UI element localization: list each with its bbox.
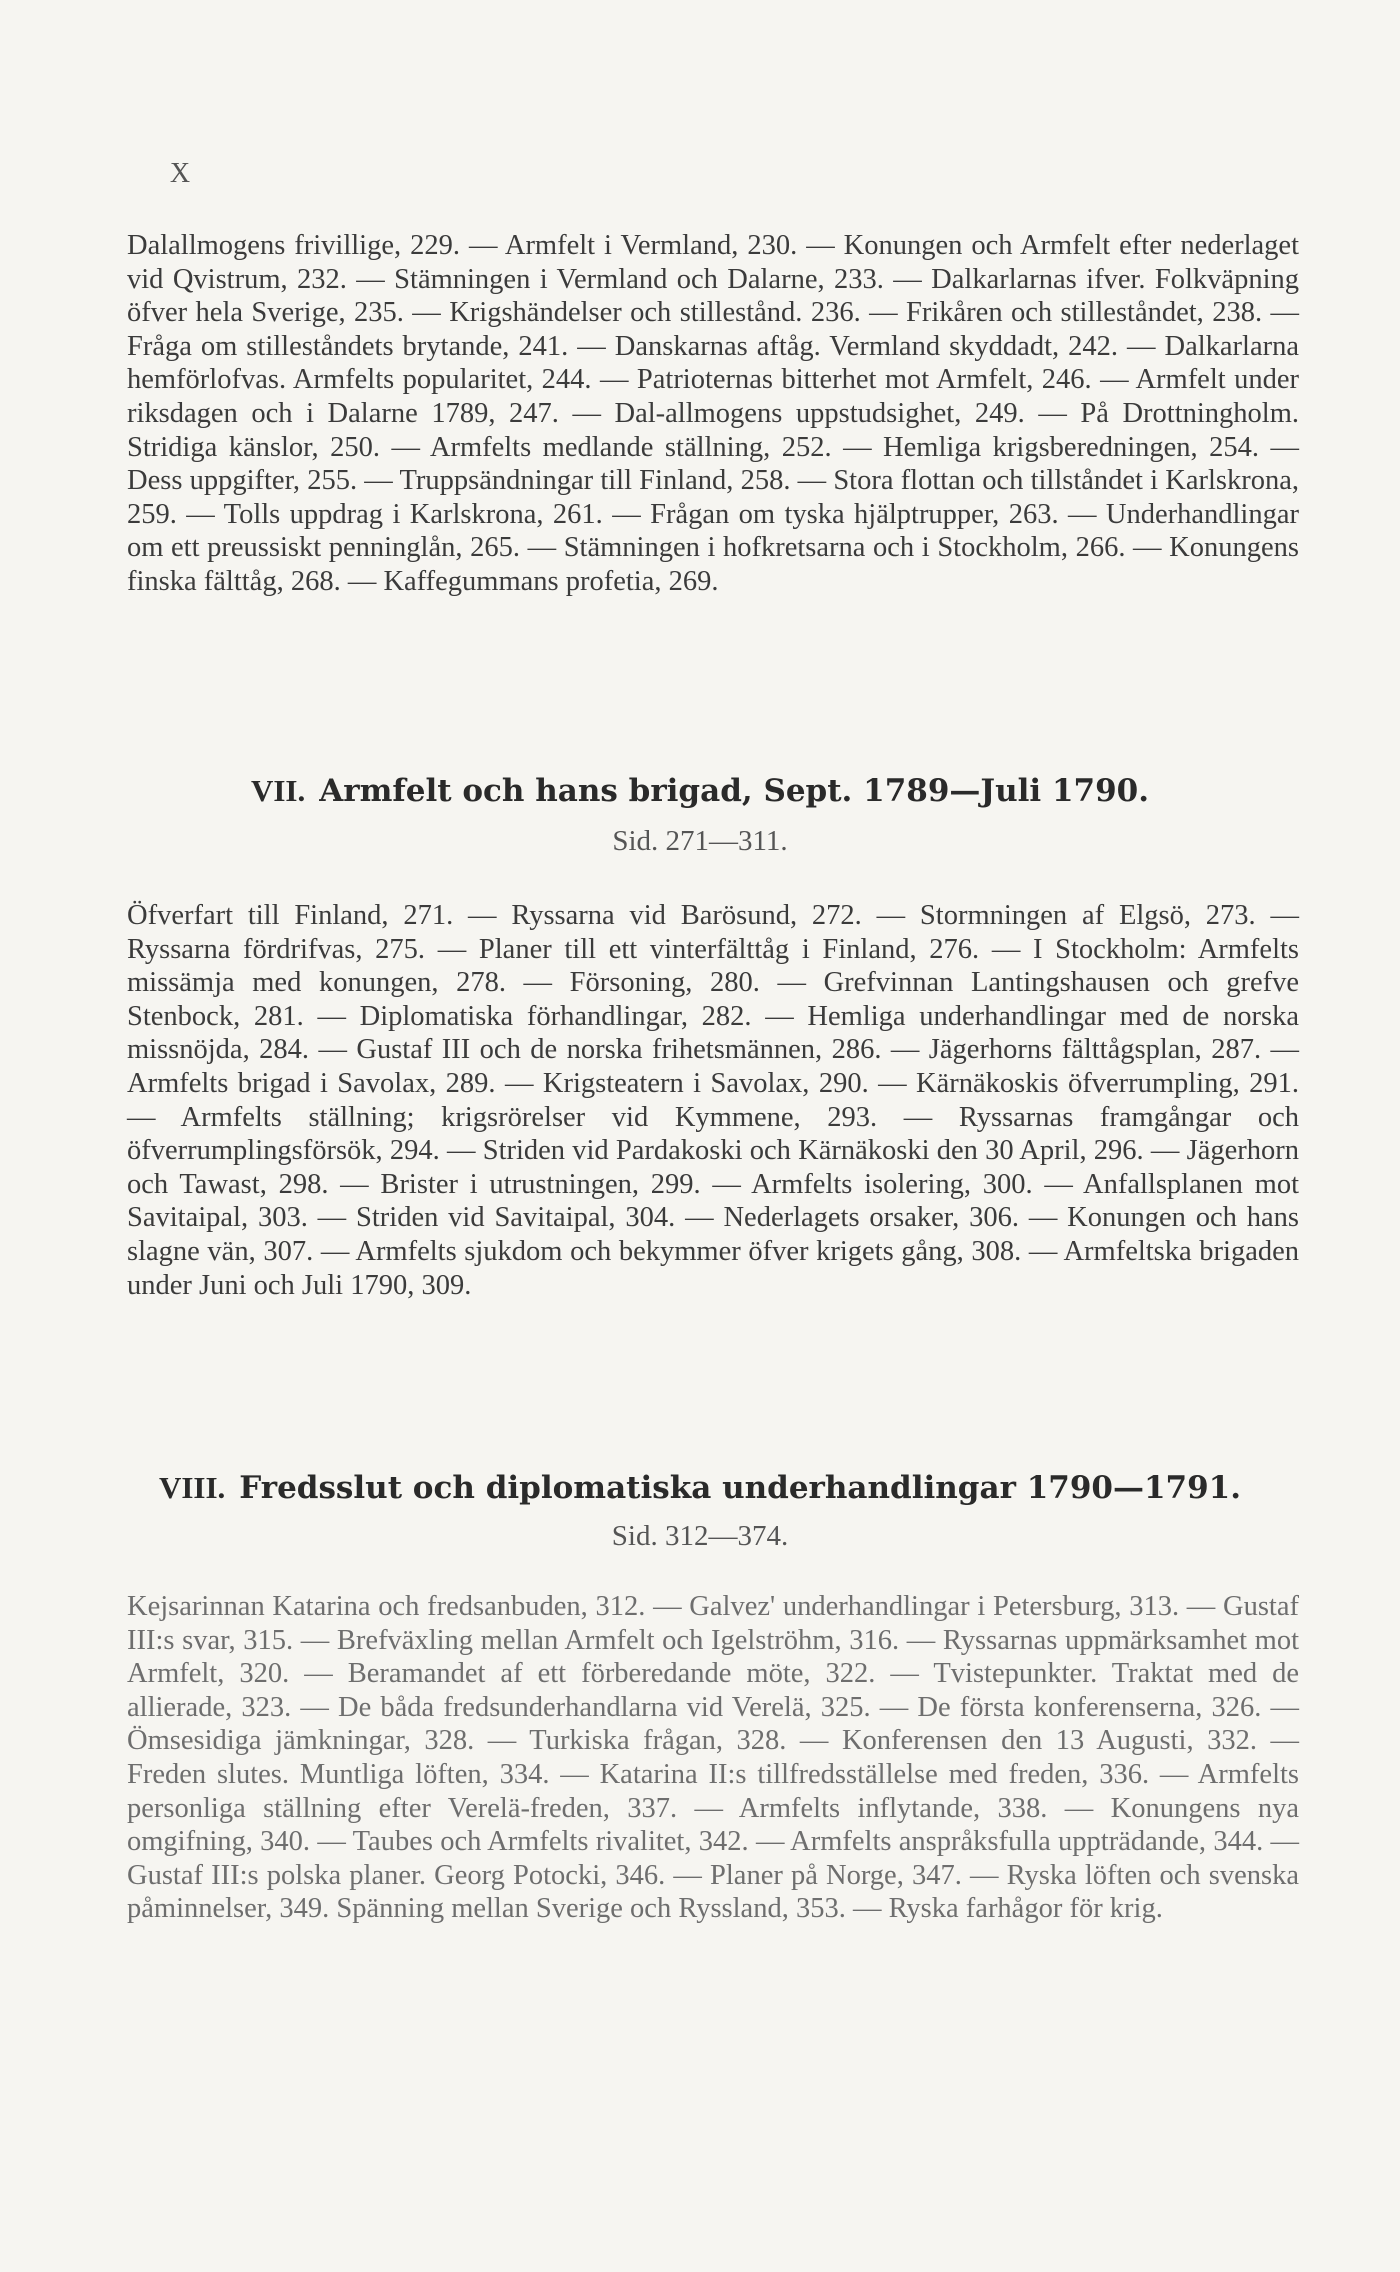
chapter-viii-title: Fredsslut och diplomatiska underhandlingar 1790—1791. bbox=[239, 1470, 1242, 1506]
page-number: X bbox=[169, 158, 191, 189]
chapter-vii-heading bbox=[0, 773, 1400, 809]
section-vi-continuation-text: Dalallmogens frivillige, 229. — Armfelt i Vermland, 230. — Konungen och Armfelt efter nederlaget vid Qvistrum, 232. — Stämningen i Vermland och Dalarne, 233. — Dalkarlarnas ifver. Folkväpning öfver hela Sverige, 235. — Krigshändelser och stillestånd. 236. — Frikåren och stilleståndet, 238. — Fråga om stilleståndets brytande, 241. — Danskarnas aftåg. Vermland skyddadt, 242. — Dalkarlarna hemförlofvas. Armfelts popularitet, 244. — Patrioternas bitterhet mot Armfelt, 246. — Armfelt under riksdagen och i Dalarne 1789, 247. — Dal-allmogens uppstudsighet, 249. — På Drottningholm. Stridiga känslor, 250. — Armfelts medlande ställning, 252. — Hemliga krigsberedningen, 254. — Dess uppgifter, 255. — Truppsändningar till Finland, 258. — Stora flottan och tillståndet i Karlskrona, 259. — Tolls uppdrag i Karlskrona, 261. — Frågan om tyska hjälptrupper, 263. — Underhandlingar om ett preussiskt penninglån, 265. — Stämningen i hofkretsarna och i Stockholm, 266. — Konungens finska fälttåg, 268. — Kaffegummans profetia, 269. bbox=[127, 230, 1299, 597]
chapter-vii-numeral: VII. bbox=[250, 773, 306, 808]
chapter-vii-title: Armfelt och hans brigad, Sept. 1789—Juli 1790. bbox=[319, 773, 1150, 809]
chapter-vii-pages: Sid. 271—311. bbox=[612, 825, 788, 857]
chapter-vii-summary-text: Öfverfart till Finland, 271. — Ryssarna vid Barösund, 272. — Stormningen af Elgsö, 273. — Ryssarna fördrifvas, 275. — Planer till ett vinterfälttåg i Finland, 276. — I Stockholm: Armfelts missämja med konungen, 278. — Försoning, 280. — Grefvinnan Lantingshausen och grefve Stenbock, 281. — Diplomatiska förhandlingar, 282. — Hemliga underhandlingar med de norska missnöjda, 284. — Gustaf III och de norska frihetsmännen, 286. — Jägerhorns fälttågsplan, 287. — Armfelts brigad i Savolax, 289. — Krigsteatern i Savolax, 290. — Kärnäkoskis öfverrumpling, 291. — Armfelts ställning; krigsrörelser vid Kymmene, 293. — Ryssarnas framgångar och öfverrumplingsförsök, 294. — Striden vid Pardakoski och Kärnäkoski den 30 April, 296. — Jägerhorn och Tawast, 298. — Brister i utrustningen, 299. — Armfelts isolering, 300. — Anfallsplanen mot Savitaipal, 303. — Striden vid Savitaipal, 304. — Nederlagets orsaker, 306. — Konungen och hans slagne vän, 307. — Armfelts sjukdom och bekymmer öfver krigets gång, 308. — Armfeltska brigaden under Juni och Juli 1790, 309. bbox=[127, 900, 1299, 1301]
chapter-viii-pages: Sid. 312—374. bbox=[611, 1520, 789, 1552]
chapter-viii-numeral: VIII. bbox=[158, 1470, 226, 1505]
chapter-viii-summary-text: Kejsarinnan Katarina och fredsanbuden, 312. — Galvez' underhandlingar i Petersburg, 313. — Gustaf III:s svar, 315. — Brefväxling mellan Armfelt och Igelströhm, 316. — Ryssarnas uppmärksamhet mot Armfelt, 320. — Beramandet af ett förberedande möte, 322. — Tvistepunkter. Traktat med de allierade, 323. — De båda fredsunderhandlarna vid Verelä, 325. — De första konferenserna, 326. — Ömsesidiga jämkningar, 328. — Turkiska frågan, 328. — Konferensen den 13 Augusti, 332. — Freden slutes. Muntliga löften, 334. — Katarina II:s tillfredsställelse med freden, 336. — Armfelts personliga ställning efter Verelä-freden, 337. — Armfelts inflytande, 338. — Konungens nya omgifning, 340. — Taubes och Armfelts rivalitet, 342. — Armfelts anspråksfulla uppträdande, 344. — Gustaf III:s polska planer. Georg Potocki, 346. — Planer på Norge, 347. — Ryska löften och svenska påminnelser, 349. Spänning mellan Sverige och Ryssland, 353. — Ryska farhågor för krig. bbox=[127, 1591, 1299, 1925]
chapter-viii-heading bbox=[0, 1470, 1400, 1506]
